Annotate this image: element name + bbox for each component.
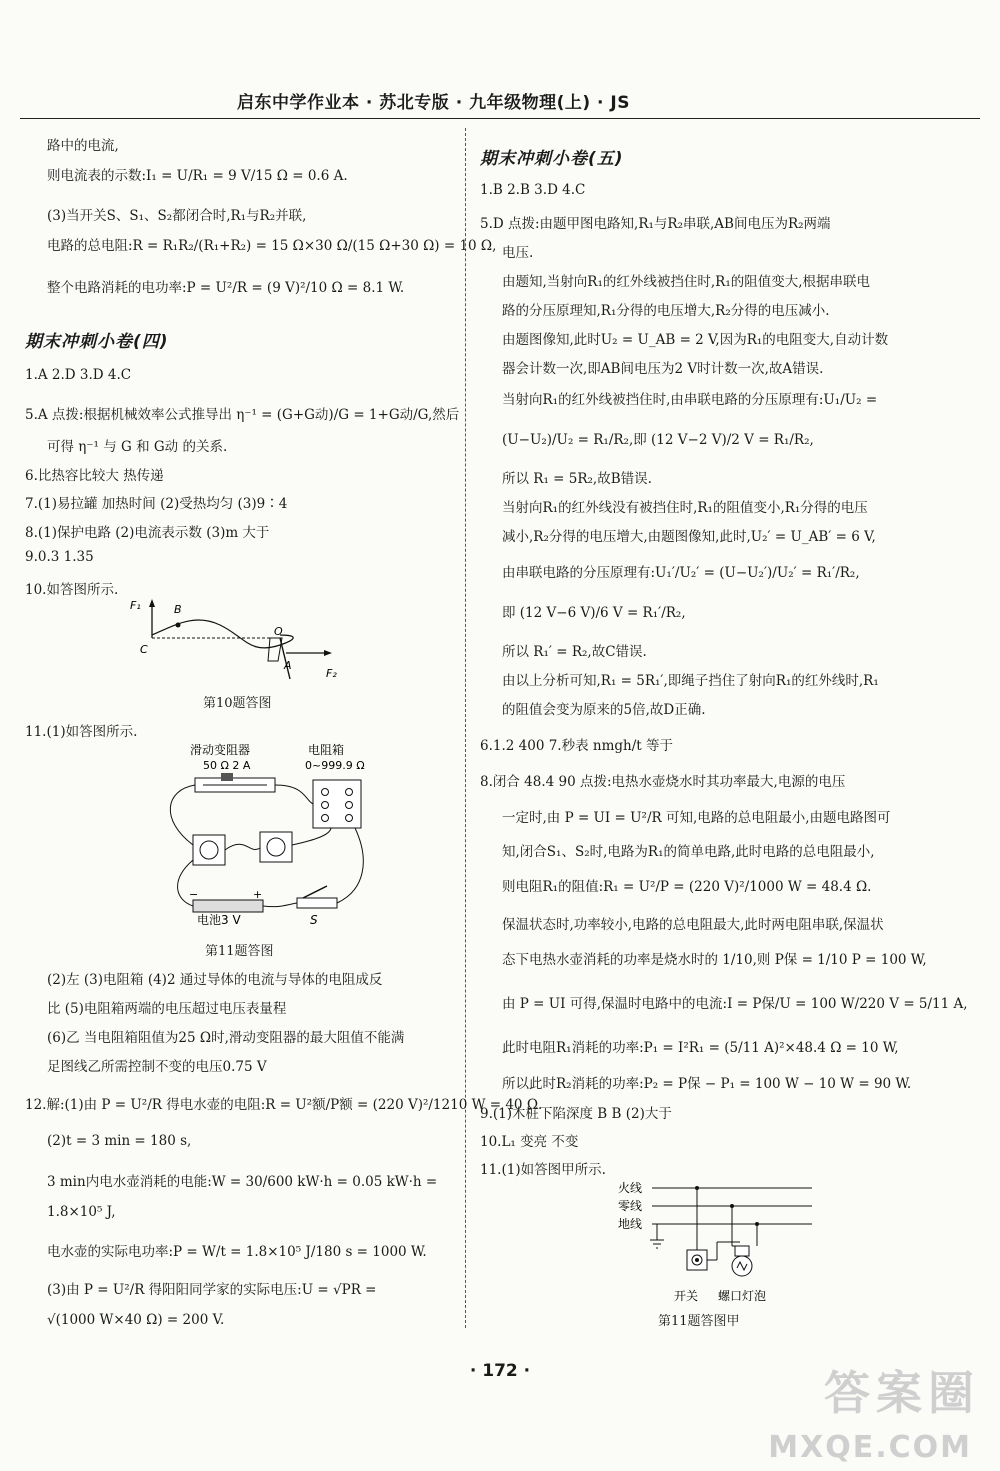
label-screw-bulb: 螺口灯泡 bbox=[718, 1289, 767, 1303]
text-line: (6)乙 当电阻箱阻值为25 Ω时,滑动变阻器的最大阻值不能满 bbox=[47, 1030, 405, 1046]
text-line: √(1000 W×40 Ω) = 200 V. bbox=[47, 1312, 225, 1328]
figure-10-diagram bbox=[120, 595, 350, 685]
label-ground-wire: 地线 bbox=[618, 1217, 643, 1231]
text-line: 5.D 点拨:由题甲图电路知,R₁与R₂串联,AB间电压为R₂两端 bbox=[480, 216, 831, 232]
text-line: 则电阻R₁的阻值:R₁ = U²/P = (220 V)²/1000 W = 48.4 Ω. bbox=[502, 879, 872, 895]
label-live-wire: 火线 bbox=[618, 1181, 643, 1195]
text-line: (3)当开关S、S₁、S₂都闭合时,R₁与R₂并联, bbox=[47, 208, 307, 224]
text-line: 减小,R₂分得的电压增大,由题图像知,此时,U₂′ = U_AB′ = 6 V, bbox=[502, 529, 876, 545]
text-line: 12.解:(1)由 P = U²/R 得电水壶的电阻:R = U²额/P额 = (220 V)²/1210 W = 40 Ω. bbox=[25, 1097, 543, 1113]
text-line: 知,闭合S₁、S₂时,电路为R₁的简单电路,此时电路的总电阻最小, bbox=[502, 844, 875, 860]
text-line: 5.A 点拨:根据机械效率公式推导出 η⁻¹ = (G+G动)/G = 1+G动/G,然后 bbox=[25, 407, 460, 423]
figure-11a-diagram bbox=[612, 1176, 852, 1306]
text-line: 由以上分析可知,R₁ = 5R₁′,即绳子挡住了射向R₁的红外线时,R₁ bbox=[502, 673, 879, 689]
watermark-line2: MXQE.COM bbox=[768, 1430, 972, 1465]
text-line: 9.0.3 1.35 bbox=[25, 549, 94, 565]
right-column bbox=[480, 120, 980, 1330]
page-number: · 172 · bbox=[469, 1361, 531, 1381]
text-line: 则电流表的示数:I₁ = U/R₁ = 9 V/15 Ω = 0.6 A. bbox=[47, 168, 348, 184]
text-line: 整个电路消耗的电功率:P = U²/R = (9 V)²/10 Ω = 8.1 W. bbox=[47, 280, 405, 296]
text-line: 路中的电流, bbox=[47, 138, 119, 154]
figure-11a-caption: 第11题答图甲 bbox=[658, 1314, 740, 1329]
text-line: 1.A 2.D 3.D 4.C bbox=[25, 367, 132, 383]
text-line: 1.B 2.B 3.D 4.C bbox=[480, 182, 586, 198]
label-C: C bbox=[140, 643, 148, 656]
text-line: 11.(1)如答图所示. bbox=[25, 724, 138, 740]
text-line: 由题图像知,此时U₂ = U_AB = 2 V,因为R₁的电阻变大,自动计数 bbox=[502, 332, 889, 348]
text-line: (3)由 P = U²/R 得阳阳同学家的实际电压:U = √PR = bbox=[47, 1282, 377, 1298]
figure-10-caption: 第10题答图 bbox=[203, 696, 272, 711]
column-divider bbox=[465, 128, 466, 1328]
text-line: 足图线乙所需控制不变的电压0.75 V bbox=[47, 1059, 267, 1075]
text-line: 保温状态时,功率较小,电路的总电阻最大,此时两电阻串联,保温状 bbox=[502, 917, 884, 933]
text-line: 1.8×10⁵ J, bbox=[47, 1204, 116, 1220]
text-line: 所以此时R₂消耗的功率:P₂ = P保 − P₁ = 100 W − 10 W = 90 W. bbox=[502, 1076, 912, 1092]
text-line: 由串联电路的分压原理有:U₁′/U₂′ = (U−U₂′)/U₂′ = R₁′/R₂, bbox=[502, 565, 860, 581]
label-battery: 电池3 V bbox=[197, 913, 241, 925]
text-line: 6.比热容比较大 热传递 bbox=[25, 468, 164, 484]
text-line: 一定时,由 P = UI = U²/R 可知,电路的总电阻最小,由题电路图可 bbox=[502, 810, 891, 826]
text-line: 8.(1)保护电路 (2)电流表示数 (3)m 大于 bbox=[25, 525, 270, 541]
text-line: 当射向R₁的红外线没有被挡住时,R₁的阻值变小,R₁分得的电压 bbox=[502, 500, 868, 516]
text-line: 8.闭合 48.4 90 点拨:电热水壶烧水时其功率最大,电源的电压 bbox=[480, 774, 846, 790]
text-line: 11.(1)如答图甲所示. bbox=[480, 1162, 606, 1178]
label-rheostat-spec: 50 Ω 2 A bbox=[203, 759, 251, 772]
text-line: 电水壶的实际电功率:P = W/t = 1.8×10⁵ J/180 s = 1000 W. bbox=[47, 1244, 427, 1260]
label-F2: F₂ bbox=[326, 667, 337, 680]
text-line: 电路的总电阻:R = R₁R₂/(R₁+R₂) = 15 Ω×30 Ω/(15 Ω+30 Ω) = 10 Ω, bbox=[47, 238, 497, 254]
label-neutral-wire: 零线 bbox=[618, 1199, 643, 1213]
label-O: O bbox=[274, 625, 283, 638]
label-F1: F₁ bbox=[130, 599, 141, 612]
label-box-range: 0~999.9 Ω bbox=[305, 759, 365, 772]
text-line: 此时电阻R₁消耗的功率:P₁ = I²R₁ = (5/11 A)²×48.4 Ω = 10 W, bbox=[502, 1040, 899, 1056]
text-line: 可得 η⁻¹ 与 G 和 G动 的关系. bbox=[47, 439, 228, 455]
text-line: 电压. bbox=[502, 245, 534, 261]
text-line: 路的分压原理知,R₁分得的电压增大,R₂分得的电压减小. bbox=[502, 303, 830, 319]
label-rheostat: 滑动变阻器 bbox=[190, 743, 251, 757]
section-title: 期末冲刺小卷(四) bbox=[25, 332, 169, 352]
label-switch-S: S bbox=[310, 913, 318, 925]
text-line: 由题知,当射向R₁的红外线被挡住时,R₁的阻值变大,根据串联电 bbox=[502, 274, 871, 290]
svg-text:−: − bbox=[189, 888, 199, 901]
text-line: 即 (12 V−6 V)/6 V = R₁′/R₂, bbox=[502, 605, 686, 621]
header-title: 启东中学作业本 · 苏北专版 · 九年级物理(上) · JS bbox=[237, 93, 630, 113]
text-line: 10.如答图所示. bbox=[25, 582, 119, 598]
text-line: 的阻值会变为原来的5倍,故D正确. bbox=[502, 702, 706, 718]
text-line: 10.L₁ 变亮 不变 bbox=[480, 1134, 579, 1150]
text-line: 态下电热水壶消耗的功率是烧水时的 1/10,则 P保 = 1/10 P = 100 W, bbox=[502, 952, 927, 968]
label-A: A bbox=[284, 659, 292, 672]
text-line: 7.(1)易拉罐 加热时间 (2)受热均匀 (3)9∶4 bbox=[25, 496, 288, 512]
text-line: 所以 R₁′ = R₂,故C错误. bbox=[502, 644, 647, 660]
figure-11-caption: 第11题答图 bbox=[205, 944, 274, 959]
label-switch: 开关 bbox=[674, 1289, 699, 1303]
text-line: 由 P = UI 可得,保温时电路中的电流:I = P保/U = 100 W/220 V = 5/11 A, bbox=[502, 996, 968, 1012]
svg-text:+: + bbox=[253, 888, 263, 901]
text-line: 9.(1)木桩下陷深度 B B (2)大于 bbox=[480, 1106, 672, 1122]
label-B: B bbox=[174, 603, 182, 616]
text-line: 6.1.2 400 7.秒表 nmgh/t 等于 bbox=[480, 738, 673, 754]
page-header bbox=[20, 88, 980, 119]
text-line: 所以 R₁ = 5R₂,故B错误. bbox=[502, 471, 652, 487]
watermark-line1: 答案圈 bbox=[824, 1366, 980, 1420]
label-resistance-box: 电阻箱 bbox=[308, 743, 345, 757]
text-line: (2)t = 3 min = 180 s, bbox=[47, 1133, 192, 1149]
text-line: (2)左 (3)电阻箱 (4)2 通过导体的电流与导体的电阻成反 bbox=[47, 972, 383, 988]
text-line: 比 (5)电阻箱两端的电压超过电压表量程 bbox=[47, 1001, 287, 1017]
text-line: (U−U₂)/U₂ = R₁/R₂,即 (12 V−2 V)/2 V = R₁/R₂, bbox=[502, 432, 814, 448]
text-line: 3 min内电水壶消耗的电能:W = 30/600 kW·h = 0.05 kW·h = bbox=[47, 1174, 438, 1190]
text-line: 器会计数一次,即AB间电压为2 V时计数一次,故A错误. bbox=[502, 361, 824, 377]
figure-11-diagram bbox=[155, 740, 385, 925]
section-title: 期末冲刺小卷(五) bbox=[480, 149, 624, 169]
text-line: 当射向R₁的红外线被挡住时,由串联电路的分压原理有:U₁/U₂ = bbox=[502, 392, 878, 408]
